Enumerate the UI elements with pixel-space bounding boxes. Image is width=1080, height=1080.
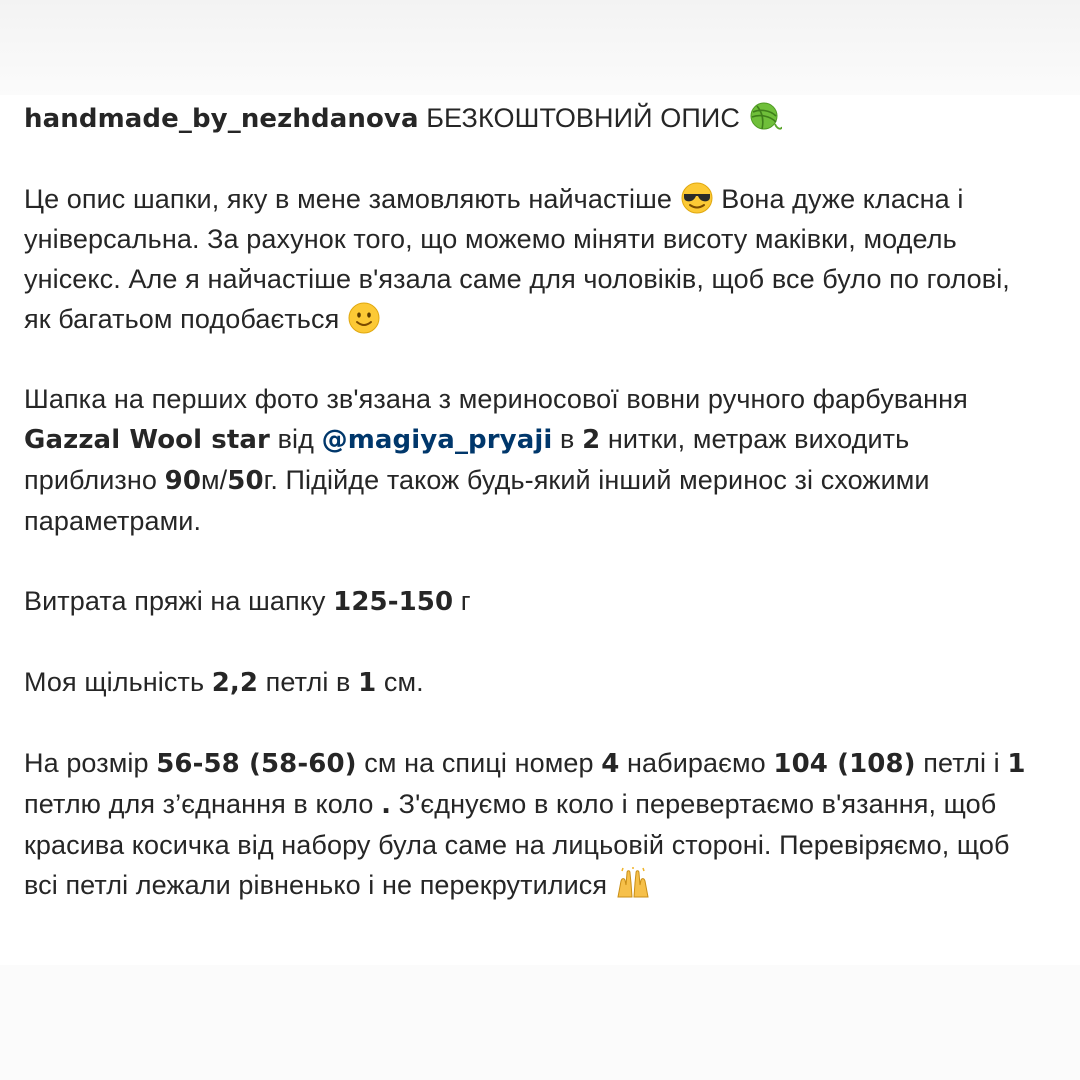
caption-header [24, 98, 1044, 139]
paragraph-instructions [24, 743, 1044, 905]
paragraph-consumption [24, 581, 1044, 622]
weight-value: 50 [227, 466, 264, 496]
paragraph-gauge [24, 662, 1044, 703]
gauge-stitches: 2,2 [211, 668, 259, 698]
mention-link[interactable]: @magiya_pryaji [321, 425, 553, 455]
text-span: набираємо [619, 748, 774, 778]
raised-hands-icon [615, 867, 651, 901]
meterage-value: 90 [164, 466, 202, 496]
strands-count: 2 [582, 425, 601, 455]
text-span: петлю для з’єднання в коло [24, 789, 382, 819]
text-span: г [453, 586, 471, 616]
text-span: Шапка на перших фото зв'язана з мериносової вовни ручного фарбування [24, 384, 968, 414]
bottom-fade [0, 965, 1080, 1080]
text-span: На розмір [24, 748, 157, 778]
text-span: З'єднуємо в коло і перевертаємо в'язання, щоб красива косичка від набору була саме на лицьовій стороні. Перевіряємо, щоб всі петлі лежали рівненько і не перекрутилися [24, 789, 1010, 900]
size-range: 56-58 (58-60) [156, 749, 357, 779]
yarn-ball-icon [748, 100, 782, 134]
text-span: см. [376, 667, 424, 697]
yarn-name: Gazzal Wool star [24, 425, 270, 455]
post-caption [24, 98, 1044, 905]
gauge-cm: 1 [358, 668, 377, 698]
stitch-count: 104 (108) [773, 749, 916, 779]
yarn-amount: 125-150 [333, 587, 454, 617]
top-fade [0, 0, 1080, 95]
username-link[interactable]: handmade_by_nezhdanova [24, 104, 419, 134]
text-span: м/ [201, 465, 228, 495]
text-span: Витрата пряжі на шапку [24, 586, 334, 616]
paragraph-intro [24, 179, 1044, 339]
text-span: Це опис шапки, яку в мене замовляють найчастіше [24, 184, 680, 214]
text-span: від [269, 424, 322, 454]
sunglasses-face-icon [680, 181, 714, 215]
join-stitch-count: 1 [1007, 749, 1026, 779]
text-span: г. Підійде також будь-який інший меринос зі схожими параметрами. [24, 465, 930, 536]
caption-intro: БЕЗКОШТОВНИЙ ОПИС [418, 103, 748, 133]
text-span: см на спиці номер [356, 748, 602, 778]
paragraph-yarn [24, 379, 1044, 541]
needle-number: 4 [601, 749, 620, 779]
text-span: петлі і [915, 748, 1008, 778]
text-span: петлі в [258, 667, 359, 697]
text-span: нитки, метраж виходить приблизно [24, 424, 910, 495]
text-span: в [552, 424, 583, 454]
text-span: Вона дуже класна і універсальна. За рахунок того, що можемо міняти висоту маківки, модель унісекс. Але я найчастіше в'язала саме для чоловіків, щоб все було по голові, як багатьом подобається [24, 184, 1010, 334]
bold-dot: . [381, 790, 392, 820]
text-span: Моя щільність [24, 667, 212, 697]
smiling-face-icon [347, 301, 381, 335]
